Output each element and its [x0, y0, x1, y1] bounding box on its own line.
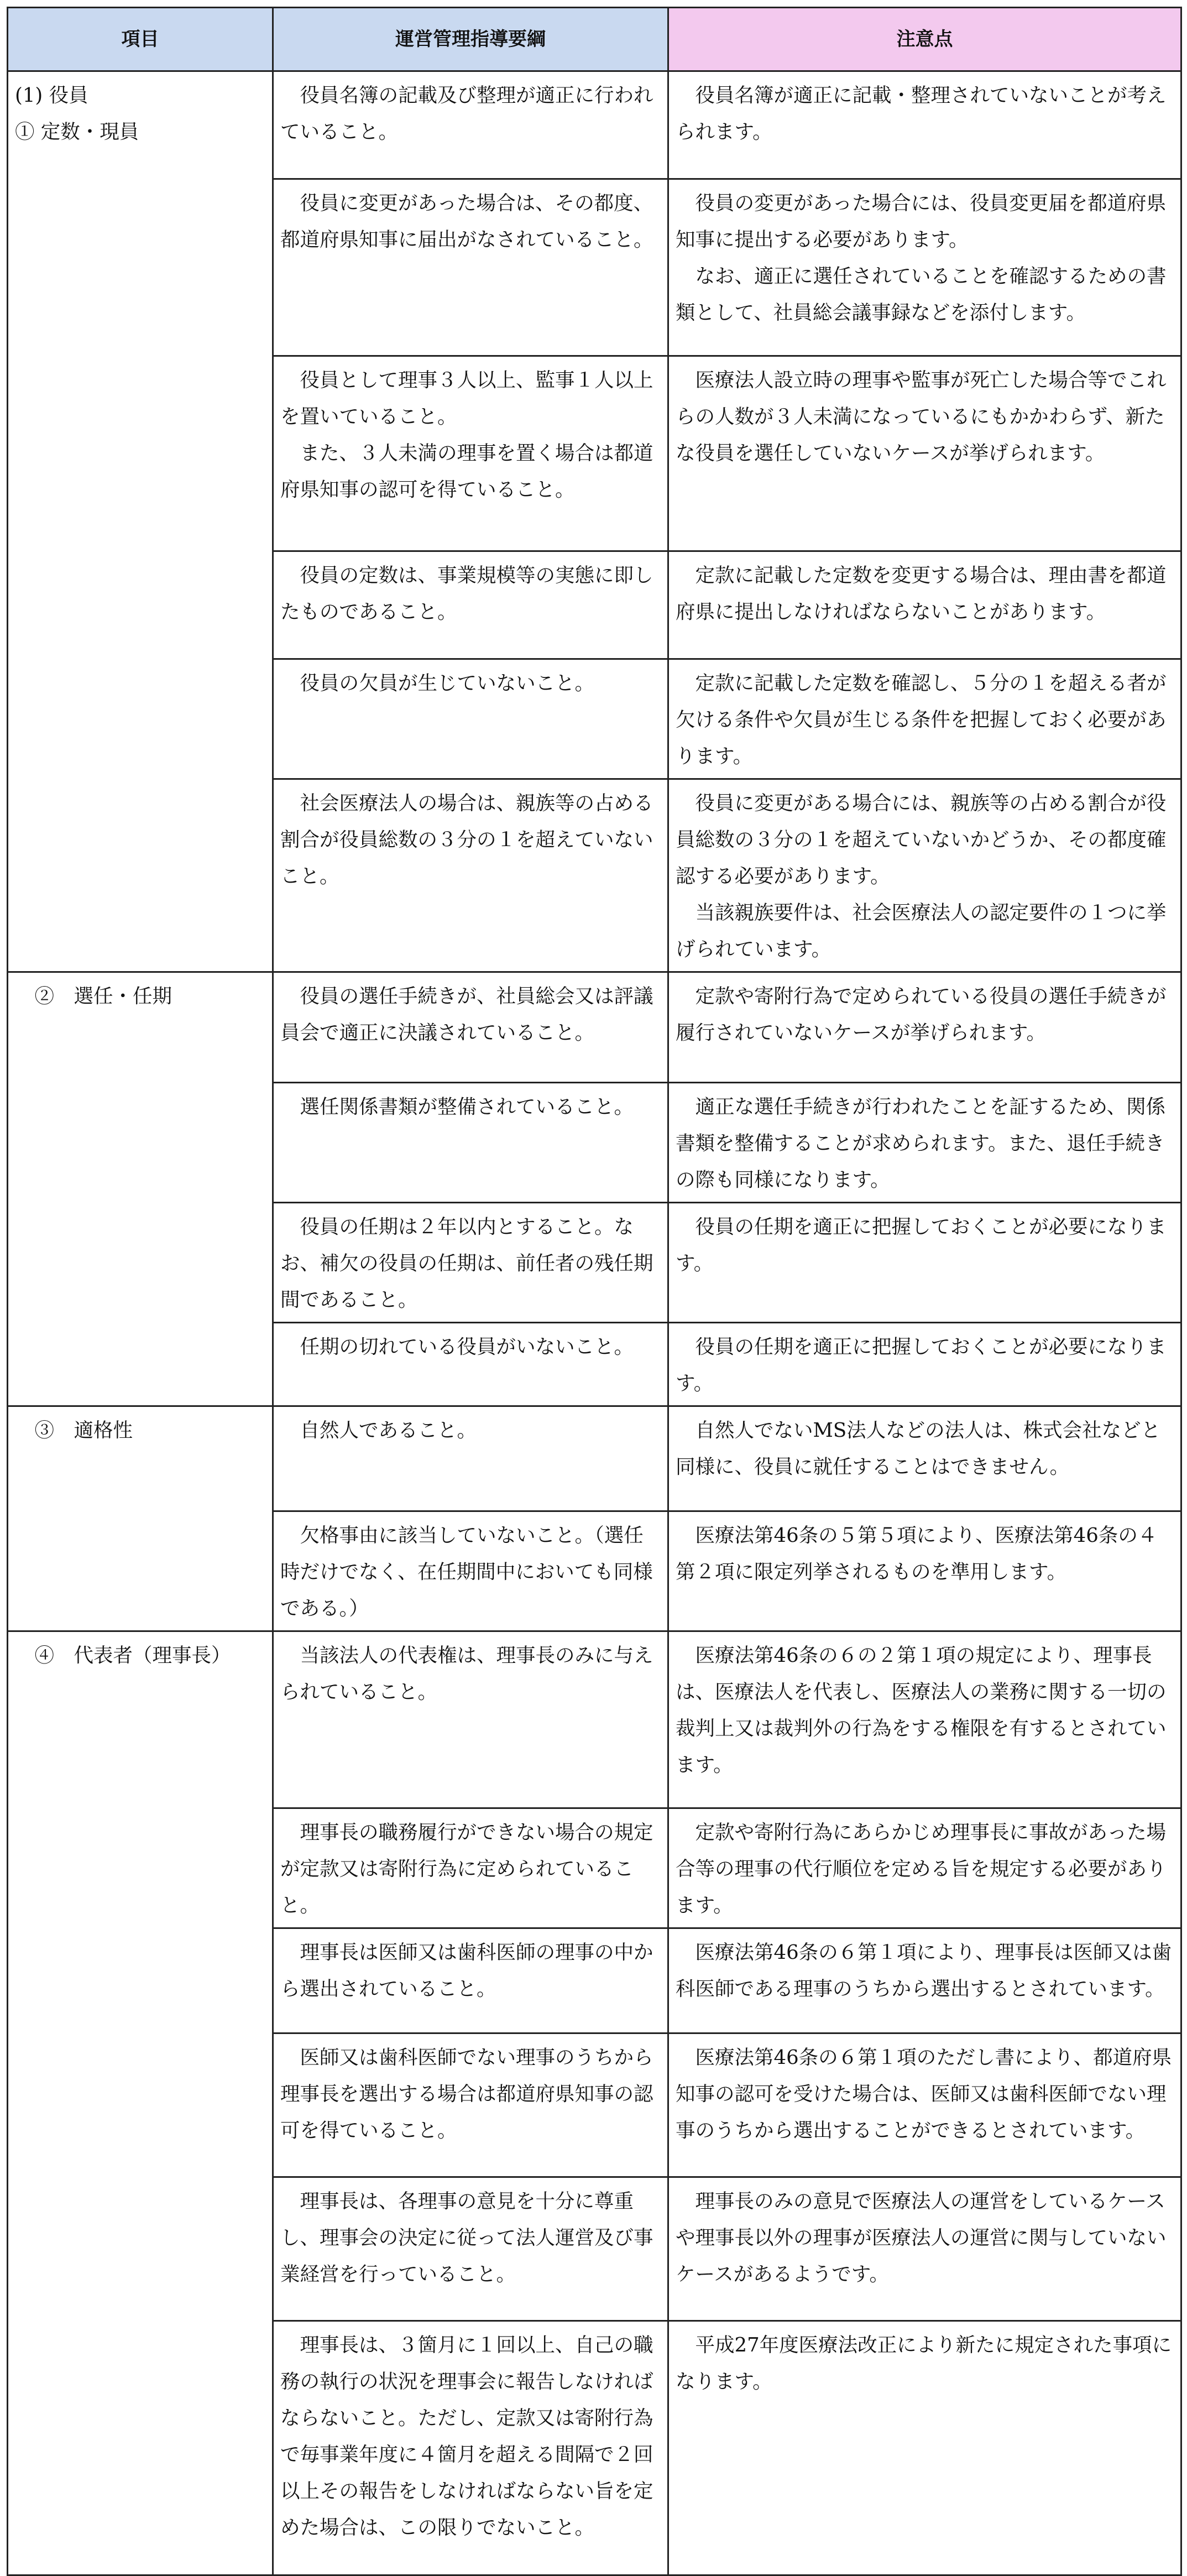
row-guideline-cell [273, 779, 668, 972]
row-notes-cell [668, 1511, 1181, 1631]
row-guideline-cell [273, 2177, 668, 2321]
table-row [8, 1083, 1181, 1203]
header-notes: 注意点 [668, 8, 1181, 71]
guideline-paragraph: 役員に変更があった場合は、その都度、都道府県知事に届出がなされていること。 [280, 192, 653, 251]
table-row [8, 356, 1181, 551]
row-item-cell [8, 179, 273, 356]
row-notes-cell [668, 1631, 1181, 1808]
row-guideline-cell [273, 551, 668, 659]
row-item-cell [8, 1511, 273, 1631]
guideline-paragraph: 選任関係書類が整備されていること。 [300, 1096, 634, 1118]
guideline-paragraph: 当該法人の代表権は、理事長のみに与えられていること。 [280, 1644, 653, 1703]
guideline-paragraph: 理事長の職務履行ができない場合の規定が定款又は寄附行為に定められていること。 [280, 1821, 653, 1917]
note-paragraph: 平成27年度医療法改正により新たに規定された事項になります。 [676, 2334, 1172, 2393]
guideline-paragraph: 理事長は、３箇月に１回以上、自己の職務の執行の状況を理事会に報告しなければならないこと。ただし、定款又は寄附行為で毎事業年度に４箇月を超える間隔で２回以上その報告をしなければならない旨を定めた場合は、この限りでないこと。 [280, 2334, 653, 2539]
guideline-table [7, 7, 1182, 2576]
table-row [8, 2321, 1181, 2575]
row-guideline-cell [273, 179, 668, 356]
note-paragraph: 定款や寄附行為にあらかじめ理事長に事故があった場合等の理事の代行順位を定める旨を規定する必要があります。 [676, 1821, 1167, 1917]
row-notes-cell [668, 2321, 1181, 2575]
row-item-cell [8, 1323, 273, 1406]
table-row [8, 1631, 1181, 1808]
table-row [8, 2177, 1181, 2321]
guideline-paragraph: 役員名簿の記載及び整理が適正に行われていること。 [280, 84, 653, 143]
row-item-cell [8, 1083, 273, 1203]
row-notes-cell [668, 1808, 1181, 1928]
guideline-paragraph: 自然人であること。 [300, 1419, 477, 1442]
table-row [8, 659, 1181, 779]
row-notes-cell [668, 2033, 1181, 2177]
table-row [8, 1203, 1181, 1323]
row-guideline-cell [273, 1083, 668, 1203]
row-notes-cell [668, 1083, 1181, 1203]
guideline-paragraph: 役員の定数は、事業規模等の実態に即したものであること。 [280, 564, 653, 623]
row-notes-cell [668, 2177, 1181, 2321]
table-row [8, 1511, 1181, 1631]
row-notes-cell [668, 1323, 1181, 1406]
note-paragraph: 適正な選任手続きが行われたことを証するため、関係書類を整備することが求められます。また、退任手続きの際も同様になります。 [676, 1096, 1166, 1191]
note-paragraph: 役員の変更があった場合には、役員変更届を都道府県知事に提出する必要があります。 [676, 192, 1167, 251]
table-header-row [8, 8, 1181, 71]
row-item-cell [8, 1631, 273, 1808]
guideline-paragraph: 理事長は医師又は歯科医師の理事の中から選出されていること。 [280, 1941, 653, 2000]
table-row [8, 779, 1181, 972]
table-row [8, 1406, 1181, 1511]
note-paragraph: なお、適正に選任されていることを確認するための書類として、社員総会議事録などを添付します。 [676, 265, 1167, 324]
row-notes-cell [668, 1406, 1181, 1511]
guideline-paragraph: 役員の欠員が生じていないこと。 [300, 672, 595, 695]
note-paragraph: 定款に記載した定数を変更する場合は、理由書を都道府県に提出しなければならないことがあります。 [676, 564, 1167, 623]
note-paragraph: 役員名簿が適正に記載・整理されていないことが考えられます。 [676, 84, 1167, 143]
note-paragraph: 医療法第46条の５第５項により、医療法第46条の４第２項に限定列挙されるものを準用します。 [676, 1524, 1158, 1583]
note-paragraph: 当該親族要件は、社会医療法人の認定要件の１つに挙げられています。 [676, 901, 1167, 961]
row-notes-cell [668, 1203, 1181, 1323]
guideline-paragraph: また、３人未満の理事を置く場合は都道府県知事の認可を得ていること。 [280, 442, 653, 501]
row-item-cell [8, 1203, 273, 1323]
row-notes-cell [668, 659, 1181, 779]
row-notes-cell [668, 551, 1181, 659]
row-item-cell [8, 71, 273, 179]
header-guideline: 運営管理指導要綱 [273, 8, 668, 71]
row-notes-cell [668, 972, 1181, 1083]
row-guideline-cell [273, 1631, 668, 1808]
row-item-cell [8, 1808, 273, 1928]
table-row [8, 1323, 1181, 1406]
note-paragraph: 役員に変更がある場合には、親族等の占める割合が役員総数の３分の１を超えていないかどうか、その都度確認する必要があります。 [676, 792, 1167, 888]
note-paragraph: 理事長のみの意見で医療法人の運営をしているケースや理事長以外の理事が医療法人の運営に関与していないケースがあるようです。 [676, 2190, 1167, 2286]
note-paragraph: 役員の任期を適正に把握しておくことが必要になります。 [676, 1216, 1167, 1275]
row-item-cell [8, 2033, 273, 2177]
item-label: ② 選任・任期 [15, 985, 172, 1008]
note-paragraph: 定款に記載した定数を確認し、５分の１を超える者が欠ける条件や欠員が生じる条件を把握しておく必要があります。 [676, 672, 1167, 768]
table-row [8, 71, 1181, 179]
note-paragraph: 自然人でないMS法人などの法人は、株式会社などと同様に、役員に就任することはできません。 [676, 1419, 1161, 1478]
row-item-cell [8, 1928, 273, 2033]
row-guideline-cell [273, 2033, 668, 2177]
table-row [8, 2033, 1181, 2177]
note-paragraph: 医療法第46条の６第１項により、理事長は医師又は歯科医師である理事のうちから選出するとされています。 [676, 1941, 1172, 2000]
guideline-paragraph: 理事長は、各理事の意見を十分に尊重し、理事会の決定に従って法人運営及び事業経営を行っていること。 [280, 2190, 653, 2286]
row-item-cell [8, 659, 273, 779]
row-guideline-cell [273, 1511, 668, 1631]
row-item-cell [8, 1406, 273, 1511]
item-label: ④ 代表者（理事長） [15, 1644, 231, 1667]
row-notes-cell [668, 71, 1181, 179]
row-item-cell [8, 972, 273, 1083]
row-guideline-cell [273, 1808, 668, 1928]
row-notes-cell [668, 179, 1181, 356]
table-row [8, 1808, 1181, 1928]
row-item-cell [8, 779, 273, 972]
table-row [8, 1928, 1181, 2033]
guideline-paragraph: 医師又は歯科医師でない理事のうちから理事長を選出する場合は都道府県知事の認可を得ていること。 [280, 2046, 653, 2142]
row-guideline-cell [273, 71, 668, 179]
row-item-cell [8, 551, 273, 659]
row-guideline-cell [273, 972, 668, 1083]
guideline-paragraph: 欠格事由に該当していないこと。（選任時だけでなく、在任期間中においても同様である。） [280, 1524, 653, 1620]
row-item-cell [8, 2321, 273, 2575]
note-paragraph: 医療法第46条の６第１項のただし書により、都道府県知事の認可を受けた場合は、医師又は歯科医師でない理事のうちから選出することができるとされています。 [676, 2046, 1172, 2142]
row-guideline-cell [273, 659, 668, 779]
row-notes-cell [668, 356, 1181, 551]
guideline-paragraph: 役員の任期は２年以内とすること。なお、補欠の役員の任期は、前任者の残任期間であること。 [280, 1216, 653, 1311]
table-row [8, 551, 1181, 659]
table-row [8, 972, 1181, 1083]
row-notes-cell [668, 779, 1181, 972]
row-notes-cell [668, 1928, 1181, 2033]
row-guideline-cell [273, 1323, 668, 1406]
row-guideline-cell [273, 1203, 668, 1323]
guideline-paragraph: 任期の切れている役員がいないこと。 [300, 1336, 634, 1358]
guideline-paragraph: 役員として理事３人以上、監事１人以上を置いていること。 [280, 369, 653, 428]
guideline-paragraph: 社会医療法人の場合は、親族等の占める割合が役員総数の３分の１を超えていないこと。 [280, 792, 653, 888]
note-paragraph: 定款や寄附行為で定められている役員の選任手続きが履行されていないケースが挙げられます。 [676, 985, 1167, 1044]
guideline-table-container [7, 7, 1180, 2576]
table-row [8, 179, 1181, 356]
note-paragraph: 医療法第46条の６の２第１項の規定により、理事長は、医療法人を代表し、医療法人の業務に関する一切の裁判上又は裁判外の行為をする権限を有するとされています。 [676, 1644, 1167, 1776]
row-guideline-cell [273, 1406, 668, 1511]
row-guideline-cell [273, 1928, 668, 2033]
note-paragraph: 役員の任期を適正に把握しておくことが必要になります。 [676, 1336, 1167, 1395]
row-guideline-cell [273, 356, 668, 551]
item-label: ① 定数・現員 [15, 121, 139, 143]
item-label: ③ 適格性 [15, 1419, 133, 1442]
row-guideline-cell [273, 2321, 668, 2575]
header-item: 項目 [8, 8, 273, 71]
item-label: (1) 役員 [15, 84, 88, 107]
table-body [8, 71, 1181, 2575]
note-paragraph: 医療法人設立時の理事や監事が死亡した場合等でこれらの人数が３人未満になっているにもかかわらず、新たな役員を選任していないケースが挙げられます。 [676, 369, 1167, 465]
row-item-cell [8, 2177, 273, 2321]
row-item-cell [8, 356, 273, 551]
guideline-paragraph: 役員の選任手続きが、社員総会又は評議員会で適正に決議されていること。 [280, 985, 653, 1044]
